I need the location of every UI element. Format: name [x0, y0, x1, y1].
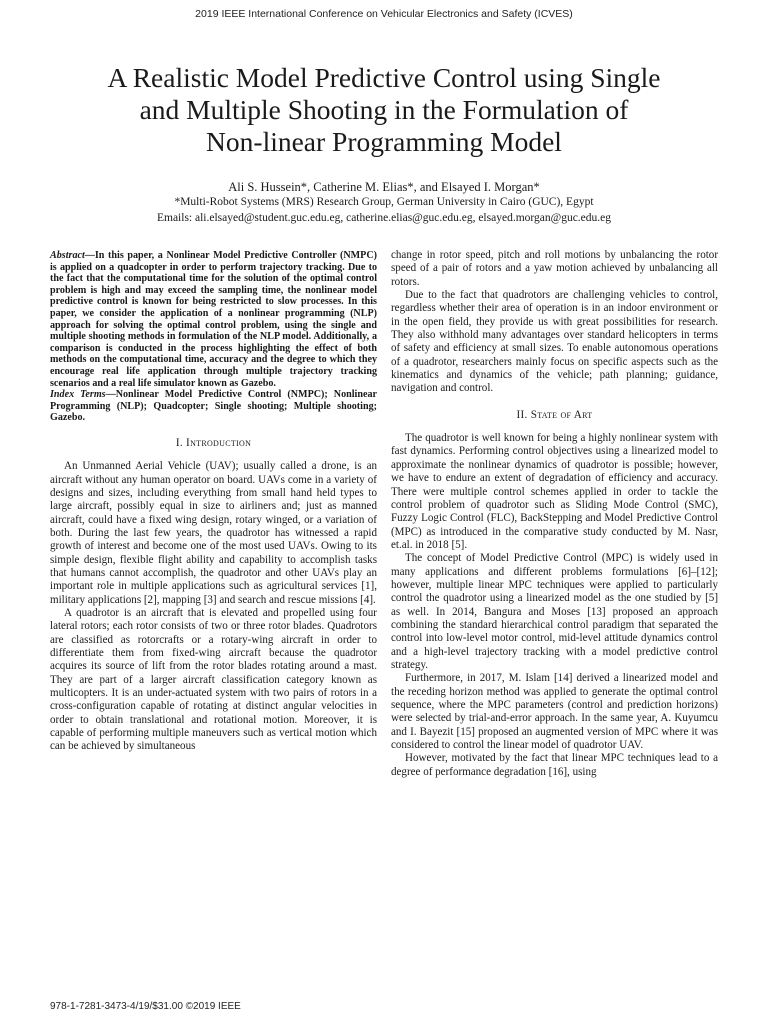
conference-header: 2019 IEEE International Conference on Vehicular Electronics and Safety (ICVES) [195, 8, 573, 20]
paragraph: An Unmanned Aerial Vehicle (UAV); usually called a drone, is an aircraft without any human operator on board. UAVs come in a variety of designs and sizes, including everything from small hand held types to large aircraft, possibly equal in size to airliners and; just as manned aircraft, could have a fixed wing design, rotary winged, or a variation of both. During the last few years, the quadrotor has witnessed a rapid growth of interest and become one of the most used UAVs. Owing to its simple design, flexible flight ability and capability to accomplish tasks that humans cannot accomplish, the quadrotor and other UAVs play an important role in multiple applications such as agricultural services [1], military applications [2], mapping [3] and search and rescue missions [4]. [50, 460, 377, 606]
title-line: Non-linear Programming Model [206, 126, 562, 157]
paragraph: A quadrotor is an aircraft that is elevated and propelled using four lateral rotors; each rotor consists of two or three rotor blades. Quadrotors are classified as rotorcrafts or a rotary-wing aircraft in order to differentiate them from fixed-wing aircraft because the quadrotor acquires its source of lift from the rotor blades rotating around a mast. They are part of a larger aircraft classification category known as multicopters. It is an under-actuated system with two pairs of rotors in a cross-configuration capable of rotating at distinct angular velocities in order to obtain translational and rotational motion. Moreover, it is capable of performing multiple maneuvers such as vertical motion which can be achieved by simultaneous [50, 607, 377, 753]
section-heading-state-of-art: II. State of Art [516, 408, 593, 421]
affiliation: *Multi-Robot Systems (MRS) Research Group, German University in Cairo (GUC), Egypt [174, 196, 594, 208]
paper-title [40, 62, 728, 158]
paragraph: Due to the fact that quadrotors are challenging vehicles to control, regardless whether their area of operation is in an indoor environment or in the open field, they provide us with great possibilities for research. They also withhold many advantages over standard helicopters in terms of safety and efficiency at small sizes. To enable autonomous operations of a quadrotor, researchers mainly focus on specific aspects such as the kinematics and dynamics of the vehicle; path planning; guidance, navigation and control. [391, 289, 718, 395]
emails: Emails: ali.elsayed@student.guc.edu.eg, catherine.elias@guc.edu.eg, elsayed.morgan@guc.edu.eg [156, 212, 612, 224]
index-terms-label: Index Terms [50, 389, 106, 401]
index-terms [50, 389, 377, 424]
abstract-label: Abstract [50, 250, 85, 261]
paragraph: However, motivated by the fact that linear MPC techniques lead to a degree of performance degradation [16], using [391, 752, 718, 778]
right-column [391, 249, 718, 779]
abstract-text: —In this paper, a Nonlinear Model Predictive Controller (NMPC) is applied on a quadcopter in order to perform trajectory tracking. Due to the fact that the computational time for the solution of the optimal control problem is high and may exceed the sampling time, the nonlinear model predictive control is known for being restricted to slow processes. In this paper, we consider the application of a nonlinear programming (NLP) approach for solving the optimal control problem, using the single and multiple shooting methods in formulation of the NLP model. Additionally, a comparison is conducted in the process highlighting the effect of both methods on the computational time, accuracy and the degree to which they encourage real life application through multiple trajectory tracking scenarios and a real life simulator known as Gazebo. [50, 250, 377, 389]
index-terms-text: —Nonlinear Model Predictive Control (NMPC); Nonlinear Programming (NLP); Quadcopter; Single shooting; Multiple shooting; Gazebo. [50, 389, 377, 424]
paragraph: The quadrotor is well known for being a highly nonlinear system with fast dynamics. Performing control objectives using a linearized model to approximate the nonlinear dynamics of quadrotor is possible; however, we have to endure an extent of degradation of efficiency and accuracy. There were multiple control schemes applied in order to tackle the control problem of quadrotor such as Sliding Mode Control (SMC), Fuzzy Logic Control (FLC), BackStepping and Model Predictive Control (MPC) as introduced in the comparative study conducted by M. Nasr, et.al. in 2018 [5]. [391, 432, 718, 551]
section-heading-introduction: I. Introduction [175, 436, 252, 449]
paragraph: change in rotor speed, pitch and roll motions by unbalancing the rotor speed of a pair of rotors and a yaw motion achieved by unbalancing all rotors. [391, 249, 718, 288]
title-line: A Realistic Model Predictive Control using Single [107, 62, 661, 93]
title-line: and Multiple Shooting in the Formulation of [139, 94, 629, 125]
authors: Ali S. Hussein*, Catherine M. Elias*, and Elsayed I. Morgan* [228, 180, 540, 194]
left-column [50, 250, 377, 754]
paragraph: The concept of Model Predictive Control (MPC) is widely used in many applications and different problems formulations [6]–[12]; however, multiple linear MPC techniques were applied to particularly control the quadrotor using a linearized model as the one studied by [5] as well. In 2014, Bangura and Moses [13] proposed an approach combining the standard hierarchical control paradigm that separated the control into low-level motor control, mid-level attitude dynamics control and a high-level trajectory tracking with a model predictive control strategy. [391, 552, 718, 671]
paragraph: Furthermore, in 2017, M. Islam [14] derived a linearized model and the receding horizon method was applied to generate the optimal control sequence, where the MPC parameters (control and prediction horizons) were selected by trial-and-error approach. In the same year, A. Kuyumcu and I. Bayezit [15] proposed an augmented version of MPC where it was considered to control the linear model of quadrotor UAV. [391, 672, 718, 752]
abstract [50, 250, 377, 389]
copyright-footer: 978-1-7281-3473-4/19/$31.00 ©2019 IEEE [50, 1001, 241, 1012]
